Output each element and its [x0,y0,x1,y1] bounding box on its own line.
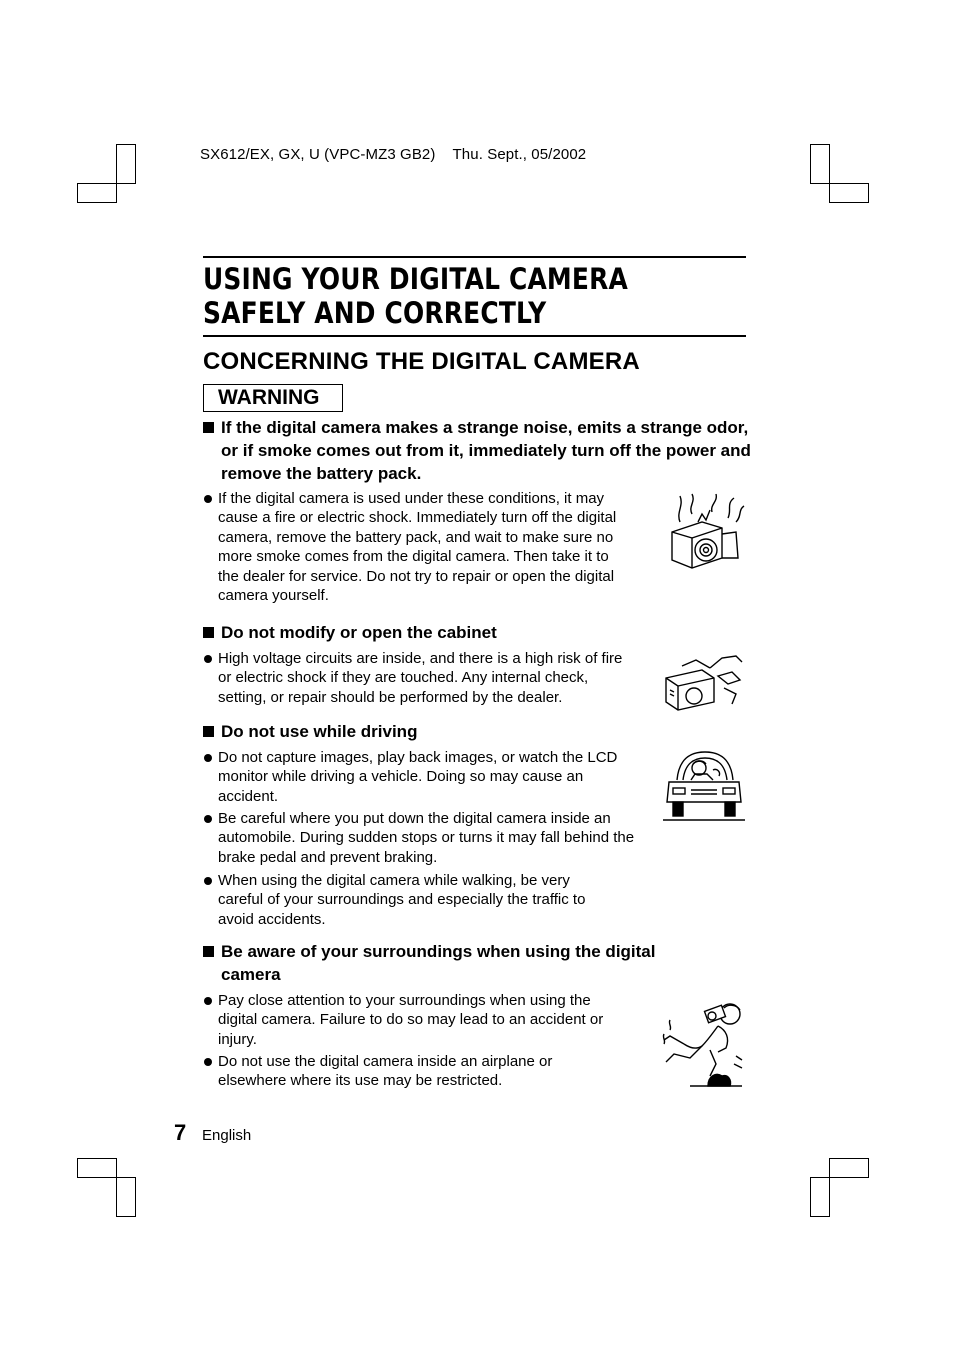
title-bottom-rule [203,335,746,337]
item-heading: If the digital camera makes a strange noise, emits a strange odor, or if smoke comes out from it, immediately turn off the power and remove the battery pack. [203,416,751,485]
item-heading: Do not use while driving [203,720,761,743]
round-bullet-icon [204,754,212,762]
bullet-item: Do not use the digital camera inside an airplane or elsewhere where its use may be restricted. [203,1052,618,1091]
crop-mark-bottom-left-vertical [116,1177,136,1217]
bullet-item: Be careful where you put down the digital camera inside an automobile. During sudden stops or turns it may fall behind the brake pedal and prevent braking. [203,809,638,867]
print-header [200,146,586,163]
square-bullet-icon [203,946,214,957]
page-language: English [202,1127,252,1144]
smoking-camera-icon [662,492,746,572]
item-heading: Be aware of your surroundings when using the digital camera [203,940,711,986]
bullet-item: Do not capture images, play back images, or watch the LCD monitor while driving a vehicle. Doing so may cause an accident. [203,748,630,806]
tripping-photographer-icon [660,1000,746,1088]
opened-camera-icon [662,654,746,712]
round-bullet-icon [204,877,212,885]
crop-mark-top-left-vertical [116,144,136,184]
round-bullet-icon [204,655,212,663]
crop-mark-bottom-right-horizontal [829,1158,869,1178]
crop-mark-bottom-right-vertical [810,1177,830,1217]
header-date: Thu. Sept., 05/2002 [452,146,587,163]
crop-mark-bottom-left-horizontal [77,1158,117,1178]
bullet-item: If the digital camera is used under these conditions, it may cause a fire or electric shock. Immediately turn off the digital camera, remove the battery pack, and wait to make sure no more smoke comes from the digital camera. Then take it to the dealer for service. Do not try to repair or open the digital camera yourself. [203,489,630,605]
bullet-item: High voltage circuits are inside, and there is a high risk of fire or electric shock if they are touched. Any internal check, setting, or repair should be performed by the dealer. [203,649,638,707]
round-bullet-icon [204,997,212,1005]
square-bullet-icon [203,726,214,737]
crop-mark-top-right-vertical [810,144,830,184]
bullet-item: Pay close attention to your surroundings when using the digital camera. Failure to do so may lead to an accident or injury. [203,991,630,1049]
title-top-rule [203,256,746,258]
driver-in-car-icon [663,750,745,822]
header-model: SX612/EX, GX, U (VPC-MZ3 GB2) [200,146,436,163]
section-title: CONCERNING THE DIGITAL CAMERA [203,348,640,375]
crop-mark-top-right-horizontal [829,183,869,203]
item-heading: Do not modify or open the cabinet [203,621,761,644]
round-bullet-icon [204,815,212,823]
round-bullet-icon [204,1058,212,1066]
round-bullet-icon [204,495,212,503]
square-bullet-icon [203,627,214,638]
square-bullet-icon [203,422,214,433]
bullet-item: When using the digital camera while walking, be very careful of your surroundings and especially the traffic to avoid accidents. [203,871,618,929]
crop-mark-top-left-horizontal [77,183,117,203]
page-number: 7 [174,1120,187,1145]
warning-label: WARNING [203,384,343,412]
page-title: USING YOUR DIGITAL CAMERA SAFELY AND CORRECTLY [203,262,628,330]
